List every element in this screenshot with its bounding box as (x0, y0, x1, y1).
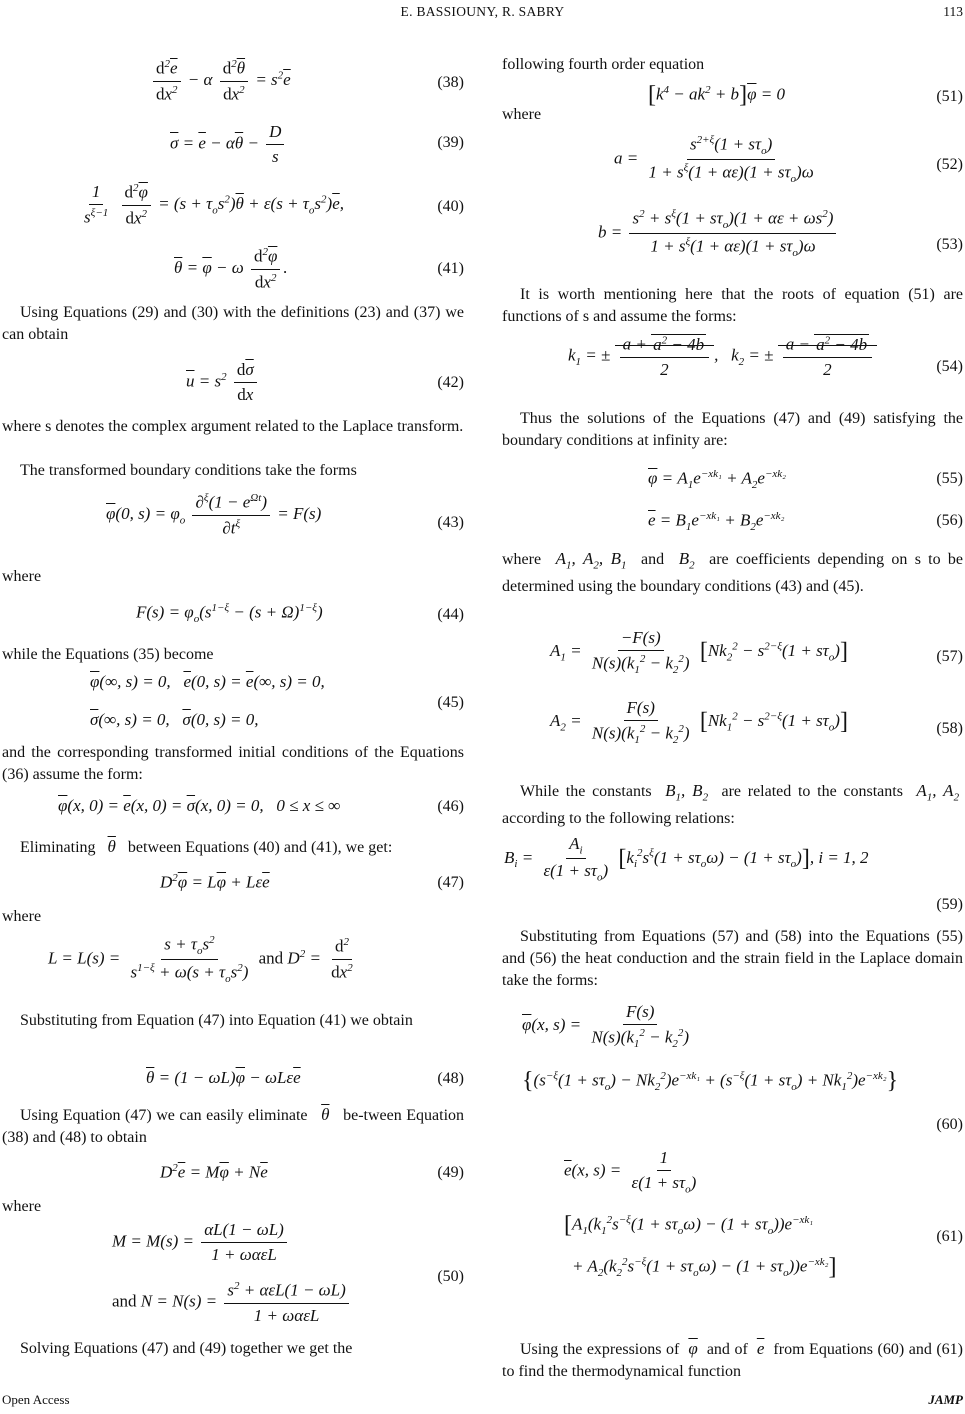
equation-number: (55) (936, 470, 963, 487)
equation-38: $\frac{d^2\overline{e}}{dx^2}$ − α $\frac{d^2\overline{\theta}}{dx^2}$ = $s^2\overline{e}$ (38) (2, 56, 464, 106)
paragraph: Using Equations (29) and (30) with the definitions (23) and (37) we can obtain (2, 304, 464, 343)
equation-number: (52) (936, 156, 963, 173)
paragraph: Substituting from Equation (47) into Equation (41) we obtain (20, 1012, 413, 1029)
equation-61: $\overline{e}(x$, s) = $\frac{1}{\varepsilon(1 + s\tau_o)}$ [$A_1(k_1^2s^{-\xi}(1 + s\tau_o\omega) - (1 + s\tau_o))e^{-xk_1}$ + $A_2(k_2^2s^{-\xi}(1 + s\tau_o\omega) - (1 + s\tau_o))e^{-xk_2}$] (61) (564, 1148, 963, 1280)
paragraph: It is worth mentioning here that the roots of equation (51) are functions of s and assume the forms: (502, 286, 963, 325)
paragraph: Eliminating $\overline{\theta}$ between Equations (40) and (41), we get: (20, 837, 393, 856)
equation-51: $[k^4 - ak^2 + b]\overline{\varphi} = 0$ (51) (648, 82, 963, 108)
equation-number: (40) (437, 198, 464, 215)
equation-number: (49) (437, 1164, 464, 1181)
equation-number: (57) (936, 648, 963, 665)
equation-46: $\overline{\varphi}(x$, $0) = \overline{e}(x$, $0) = \overline{\sigma}(x$, 0) = 0, 0 ≤ x ≤ ∞ (46) (58, 796, 464, 815)
equation-number: (43) (437, 514, 464, 531)
equation-40: $\frac{1}{s^{\xi-1}}$ $\frac{d^2\overline{\varphi}}{dx^2}$ = $(s + \tau_os^2)\overline{\theta} + \varepsilon(s + \tau_os^2)\overline{e}$, (40) (84, 182, 464, 228)
paragraph: where (2, 568, 42, 585)
equation-49: $D^2\overline{e} = M\overline{\varphi} + N\overline{e}$ (49) (160, 1162, 464, 1182)
equation-number: (48) (437, 1070, 464, 1087)
equation-55: $\overline{\varphi} = A_1e^{-xk_1} + A_2e^{-xk_2}$ (55) (648, 468, 963, 492)
paragraph: and the corresponding transformed initial conditions of the Equations (36) assume the form: (2, 744, 464, 783)
footer-journal: JAMP (928, 1392, 963, 1407)
equation-number: (39) (437, 134, 464, 151)
paragraph: where (502, 106, 542, 123)
equation-number: (58) (936, 720, 963, 737)
equation-number: (42) (437, 374, 464, 391)
equation-L-D-definitions: L = L(s) = $\frac{s + \tau_os^2}{s^{1-\xi} + \omega(s + \tau_os^2)}$ and $D^2$ = $\frac{d^2}{dx^2}$ (48, 934, 353, 986)
page-header (0, 2, 965, 26)
equation-43: $\overline{\varphi}(0$, $s) = \varphi_o$ $\frac{\partial^\xi(1 - e^{\Omega t})}{\partial t^\xi}$ = F(s) (43) (106, 492, 464, 538)
paragraph: where $A_1$, $A_2$, $B_1$ and $B_2$ are coefficients depending on s to be determined using the boundary conditions (43) and (45). (502, 549, 963, 596)
paragraph: Thus the solutions of the Equations (47) and (49) satisfying the boundary conditions at infinity are: (502, 410, 963, 449)
equation-48: $\overline{\theta} = (1 - \omega L)\overline{\varphi} - \omega L\varepsilon\overline{e}$ (48) (146, 1068, 464, 1087)
equation-45: $\overline{\varphi}(\infty$, s) = 0, $\overline{e}(0$, $s) = \overline{e}(\infty$, s) = 0, $\overline{\sigma}(\infty$, s) = 0, $\overline{\sigma}(0$, s) = 0, (45) (90, 672, 464, 729)
equation-52: a = $\frac{s^{2+\xi}(1 + s\tau_o)}{1 + s^\xi(1 + \alpha\varepsilon)(1 + s\tau_o)\omega}$ (52) (614, 134, 963, 186)
equation-60: $\overline{\varphi}(x$, s) = $\frac{F(s)}{N(s)(k_1^2 - k_2^2)}$ $\{(s^{-\xi}(1 + s\tau_o) - Nk_2^2)e^{-xk_1} + (s^{-\xi}(1 + s\tau_o) + Nk_1^2)e^{-xk_2}\}$ (60) (522, 1002, 963, 1133)
equation-58: $A_2$ = $\frac{F(s)}{N(s)(k_1^2 - k_2^2)}$ $[Nk_1^2 - s^{2-\xi}(1 + s\tau_o)]$ (58) (550, 698, 963, 747)
equation-number: (50) (437, 1268, 464, 1285)
equation-41: $\overline{\theta} = \overline{\varphi} - \omega$ $\frac{d^2\overline{\varphi}}{dx^2}$ . (41) (174, 246, 464, 292)
equation-number: (56) (936, 512, 963, 529)
equation-50: M = M(s) = $\frac{\alpha L(1 - \omega L)}{\text{1 + ωαεL}}$ and N = N(s) = $\frac{s^2 + \alpha\varepsilon L(1 - \omega L)}{\text{1 + ωαεL}}$ (50) (112, 1220, 464, 1325)
equation-number: (54) (936, 358, 963, 375)
equation-number: (51) (936, 88, 963, 105)
equation-number: (60) (936, 1116, 963, 1133)
paragraph: Using the expressions of $\overline{\varphi}$ and of $\overline{e}$ from Equations (60) and (61) to find the thermodynamical function (502, 1339, 964, 1380)
equation-59: $B_i$ = $\frac{A_i}{\varepsilon(1 + s\tau_o)}$ $[k_i^2s^\xi(1 + s\tau_o\omega) - (1 + s\tau_o)]$, i = 1, 2 (59) (504, 834, 963, 913)
equation-number: (45) (437, 694, 464, 711)
paragraph: where (2, 1198, 42, 1215)
equation-number: (47) (437, 874, 464, 891)
equation-39: $\overline{\sigma} = \overline{e} - \alpha\overline{\theta}$ − $\frac{D}{s}$ (39) (170, 122, 464, 166)
equation-53: b = $\frac{s^2 + s^\xi(1 + s\tau_o)(1 + \alpha\varepsilon + \omega s^2)}{1 + s^\xi(1 + \alpha\varepsilon)(1 + s\tau_o)\omega}$ (53) (598, 208, 963, 260)
equation-number: (41) (437, 260, 464, 277)
equation-number: (46) (437, 798, 464, 815)
page-number: 113 (943, 4, 963, 19)
paragraph: While the constants $B_1$, $B_2$ are related to the constants $A_1$, $A_2$ according to the following relations: (502, 781, 960, 828)
paragraph: while the Equations (35) become (2, 646, 214, 663)
footer-open-access: Open Access (2, 1392, 70, 1407)
paragraph: Solving Equations (47) and (49) together we get the (20, 1340, 353, 1357)
paragraph: Substituting from Equations (57) and (58) into the Equations (55) and (56) the heat conduction and the strain field in the Laplace domain take the forms: (502, 928, 963, 989)
equation-number: (44) (437, 606, 464, 623)
paragraph: Using Equation (47) we can easily eliminate $\overline{\theta}$ be-tween Equation (38) and (48) to obtain (2, 1105, 465, 1146)
running-head-authors: E. BASSIOUNY, R. SABRY (400, 4, 565, 19)
equation-number: (61) (936, 1228, 963, 1245)
paragraph: where (2, 908, 42, 925)
paragraph: The transformed boundary conditions take the forms (20, 462, 357, 479)
paragraph: following fourth order equation (502, 56, 705, 73)
equation-54: $k_1$ = ± $\frac{a + a^2 - 4b}{2}$ , $k_2$ = ± $\frac{a - a^2 - 4b}{2}$ (54) (568, 334, 963, 379)
equation-44: $F(s) = \varphi_o(s^{1-\xi} - (s + \Omega)^{1-\xi})$ (44) (136, 602, 464, 626)
equation-number: (59) (936, 896, 963, 913)
equation-42: $\overline{u} = s^2$ $\frac{d\overline{\sigma}}{dx}$ (42) (186, 360, 464, 404)
equation-number: (38) (437, 74, 464, 91)
equation-57: $A_1$ = $\frac{-F(s)}{N(s)(k_1^2 - k_2^2)}$ $[Nk_2^2 - s^{2-\xi}(1 + s\tau_o)]$ (57) (550, 628, 963, 677)
paragraph: where s denotes the complex argument related to the Laplace transform. (2, 418, 464, 435)
equation-56: $\overline{e} = B_1e^{-xk_1} + B_2e^{-xk_2}$ (56) (648, 510, 963, 534)
equation-number: (53) (936, 236, 963, 253)
equation-47: $D^2\overline{\varphi} = L\overline{\varphi} + L\varepsilon\overline{e}$ (47) (160, 872, 464, 892)
